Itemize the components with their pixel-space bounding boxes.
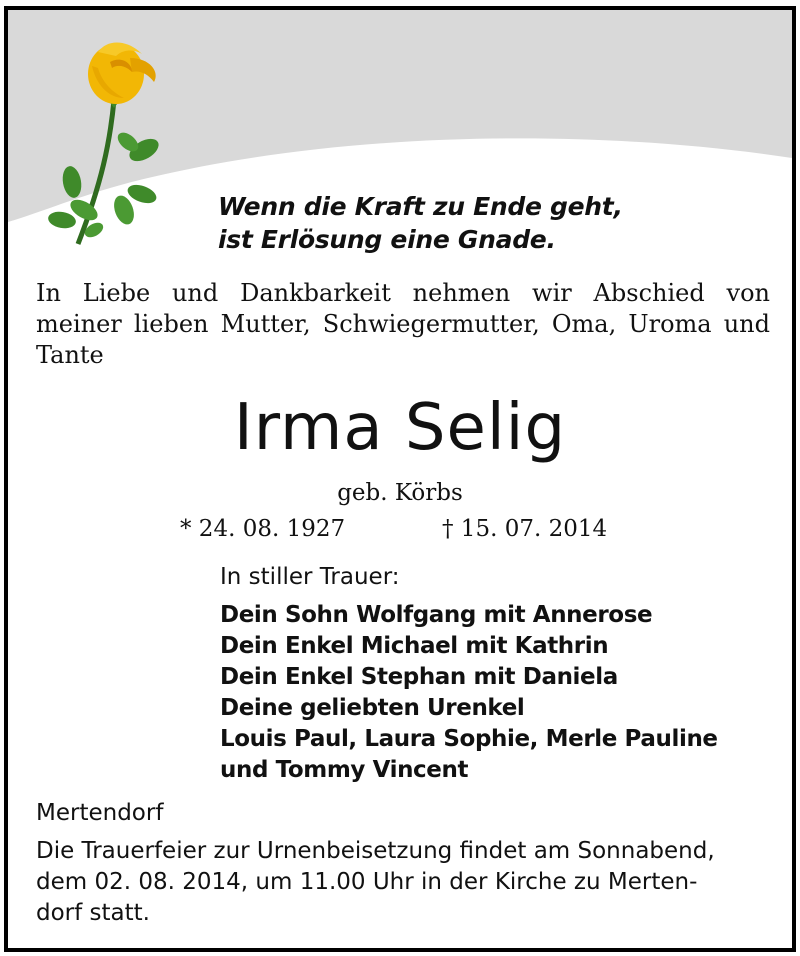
mourner-line: Deine geliebten Urenkel	[220, 695, 525, 721]
mourner-line: Dein Enkel Michael mit Kathrin	[220, 633, 609, 659]
quote-line-2: ist Erlösung eine Gnade.	[218, 225, 556, 254]
funeral-line-2: dem 02. 08. 2014, um 11.00 Uhr in der Kirche zu Merten-	[36, 869, 698, 895]
mourner-line: Louis Paul, Laura Sophie, Merle Pauline	[220, 726, 718, 752]
quote	[218, 190, 623, 256]
funeral-line-3: dorf statt.	[36, 900, 150, 926]
mourning-label: In stiller Trauer:	[220, 564, 400, 590]
maiden-name: geb. Körbs	[337, 480, 463, 506]
obituary-card	[4, 6, 796, 952]
deceased-name: Irma Selig	[233, 391, 567, 465]
mourners-list	[220, 600, 718, 786]
birth-date: * 24. 08. 1927	[180, 516, 346, 542]
mourner-line: und Tommy Vincent	[220, 757, 469, 783]
place-name: Mertendorf	[36, 800, 164, 826]
death-date: † 15. 07. 2014	[442, 516, 608, 542]
quote-line-1: Wenn die Kraft zu Ende geht,	[218, 192, 623, 221]
funeral-line-1: Die Trauerfeier zur Urnenbeisetzung findet am Sonnabend,	[36, 838, 715, 864]
intro-text: In Liebe und Dankbarkeit nehmen wir Abschied von meiner lieben Mutter, Schwiegermutter, Oma, Uroma und Tante	[36, 279, 770, 369]
mourner-line: Dein Enkel Stephan mit Daniela	[220, 664, 618, 690]
yellow-rose-icon	[32, 32, 172, 252]
funeral-notice	[36, 836, 770, 929]
mourner-line: Dein Sohn Wolfgang mit Annerose	[220, 602, 653, 628]
